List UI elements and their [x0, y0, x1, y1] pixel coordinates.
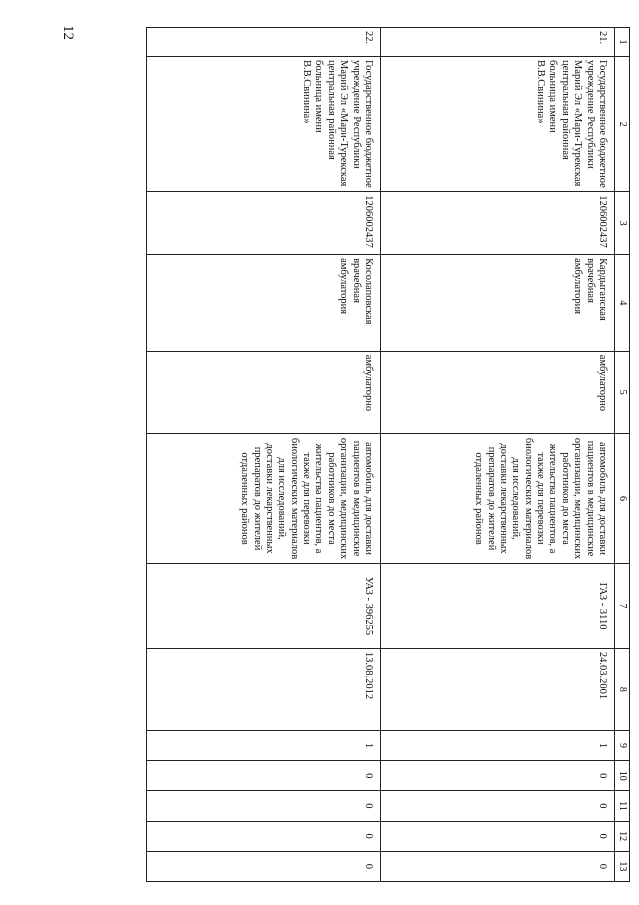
header-row — [615, 28, 630, 882]
col-header-2: 2 — [615, 56, 630, 191]
col11-value: 0 — [381, 791, 615, 821]
vehicle-model: УАЗ - 396255 — [147, 564, 381, 649]
rotated-table-wrapper — [110, 27, 630, 882]
col-header-5: 5 — [615, 351, 630, 433]
vehicle-purpose: автомобиль для доставки пациентов в медицинские организации, медицинских работников до места жительства пациентов, а также для перевозки биологических материалов для исследований, доставки лекарственных препаратов до жителей отдаленных районов — [381, 433, 615, 563]
data-table — [146, 27, 630, 882]
col-header-13: 13 — [615, 851, 630, 881]
col11-value: 0 — [147, 791, 381, 821]
col12-value: 0 — [381, 821, 615, 851]
row-number: 21. — [381, 28, 615, 57]
col-header-3: 3 — [615, 192, 630, 255]
vehicle-purpose: автомобиль для доставки пациентов в медицинские организации, медицинских работников до места жительства пациентов, а также для перевозки биологических материалов для исследований, доставки лекарственных препаратов до жителей отдаленных районов — [147, 433, 381, 563]
vehicle-model: ГАЗ - 3110 — [381, 564, 615, 649]
col-header-9: 9 — [615, 730, 630, 760]
col9-value: 1 — [147, 730, 381, 760]
care-mode: амбулаторно — [381, 351, 615, 433]
col12-value: 0 — [147, 821, 381, 851]
col9-value: 1 — [381, 730, 615, 760]
table-container — [110, 27, 630, 882]
registration-date: 13.08.2012 — [147, 648, 381, 730]
col-header-12: 12 — [615, 821, 630, 851]
registration-date: 24.03.2001 — [381, 648, 615, 730]
unit-name: Косолаповская врачебная амбулатория — [147, 255, 381, 352]
col-header-1: 1 — [615, 28, 630, 57]
table-row — [147, 28, 381, 882]
table-row — [381, 28, 615, 882]
unit-name: Кардыганская врачебная амбулатория — [381, 255, 615, 352]
organization-name: Государственное бюджетное учреждение Республики Марий Эл «Мари-Турекская центральная районная больница имени В.В.Свинина» — [147, 56, 381, 191]
row-number: 22. — [147, 28, 381, 57]
col13-value: 0 — [381, 851, 615, 881]
care-mode: амбулаторно — [147, 351, 381, 433]
col-header-6: 6 — [615, 433, 630, 563]
organization-name: Государственное бюджетное учреждение Республики Марий Эл «Мари-Турекская центральная районная больница имени В.В.Свинина» — [381, 56, 615, 191]
col-header-4: 4 — [615, 255, 630, 352]
inn-code: 1206002437 — [147, 192, 381, 255]
col10-value: 0 — [147, 761, 381, 791]
col-header-7: 7 — [615, 564, 630, 649]
col-header-11: 11 — [615, 791, 630, 821]
page-number-container — [60, 24, 84, 48]
col13-value: 0 — [147, 851, 381, 881]
col-header-10: 10 — [615, 761, 630, 791]
inn-code: 1206002437 — [381, 192, 615, 255]
col10-value: 0 — [381, 761, 615, 791]
page-number: 12 — [60, 25, 76, 40]
col-header-8: 8 — [615, 648, 630, 730]
